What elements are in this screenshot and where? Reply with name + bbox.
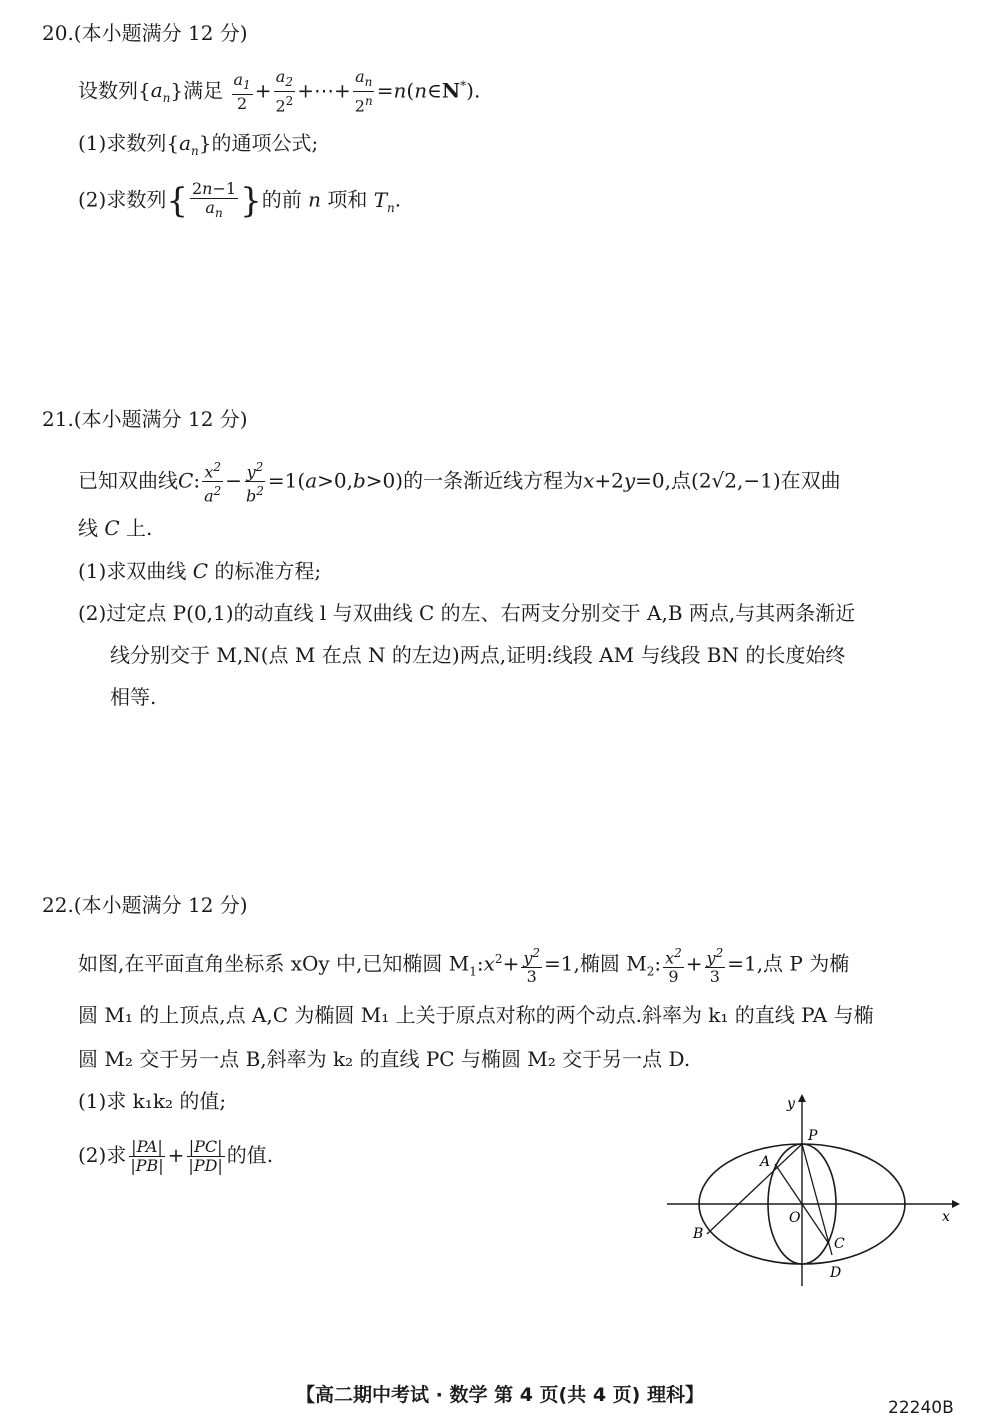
text: 的前 bbox=[261, 187, 302, 212]
text: ( bbox=[406, 78, 415, 103]
text: ,椭圆 M bbox=[573, 951, 647, 976]
text: =1( bbox=[267, 468, 306, 493]
text: . bbox=[394, 187, 402, 212]
text: 线 bbox=[78, 516, 98, 540]
fraction: $\frac{|PC|}{|PD|}$ bbox=[188, 1137, 223, 1175]
q22-header: 22.(本小题满分 12 分) bbox=[42, 893, 248, 917]
text: 的标准方程; bbox=[214, 559, 322, 583]
y-axis-arrow bbox=[798, 1094, 806, 1102]
q20-part1: (1)求数列$\{a_n\}$的通项公式; bbox=[78, 131, 319, 158]
q21-stem-line1: 已知双曲线C: $\frac{x^2}{a^2}$ − $\frac{y^2}{b^2}$ =1(a>0,b>0)的一条渐近线方程为x+2y=0,点(2√2,−1)在双曲 bbox=[78, 460, 841, 506]
q20-part2: (2)求数列{ $\frac{2n-1}{a_n}$ }的前 n 项和 $T_n$. bbox=[78, 179, 402, 222]
text: 设数列{ bbox=[78, 78, 151, 103]
text: }满足 bbox=[170, 78, 224, 103]
line-pb bbox=[707, 1144, 802, 1234]
fraction: $\frac{2n-1}{a_n}$ bbox=[191, 179, 237, 221]
paper-code: 22240B bbox=[888, 1398, 954, 1418]
label-o: O bbox=[789, 1210, 801, 1226]
label-x: x bbox=[942, 1209, 950, 1225]
label-c: C bbox=[834, 1236, 845, 1252]
text: 的值. bbox=[226, 1143, 274, 1167]
label-y: y bbox=[787, 1096, 795, 1112]
x-axis-arrow bbox=[952, 1200, 960, 1208]
label-b: B bbox=[693, 1226, 704, 1242]
page-footer: 【高二期中考试 · 数学 第 4 页(共 4 页) 理科】 bbox=[296, 1384, 704, 1406]
text: = bbox=[376, 78, 394, 103]
q22-stem-line2: 圆 M₁ 的上顶点,点 A,C 为椭圆 M₁ 上关于原点对称的两个动点.斜率为 k₁ 的直线 PA 与椭 bbox=[78, 1003, 874, 1027]
q21-part2-line1: (2)过定点 P(0,1)的动直线 l 与双曲线 C 的左、右两支分别交于 A,B 两点,与其两条渐近 bbox=[78, 601, 856, 625]
text: ,点 P 为椭 bbox=[756, 951, 850, 976]
text: (1)求双曲线 bbox=[78, 559, 187, 583]
fraction: $\frac{a_1}{2}$ bbox=[233, 69, 251, 113]
q20-header: 20.(本小题满分 12 分) bbox=[42, 21, 248, 45]
fraction: $\frac{x^2}{9}$ bbox=[665, 946, 682, 987]
text: 已知双曲线 bbox=[78, 468, 178, 493]
text: N bbox=[441, 78, 461, 103]
text: ∈ bbox=[427, 78, 442, 103]
text: (2)求 bbox=[78, 1143, 127, 1167]
q21-header: 21.(本小题满分 12 分) bbox=[42, 407, 248, 431]
text: 项和 bbox=[327, 187, 368, 212]
q21-stem-line2: 线 C 上. bbox=[78, 516, 153, 540]
fraction: $\frac{y^2}{3}$ bbox=[523, 946, 541, 987]
text: (2)求数列 bbox=[78, 187, 167, 212]
text: }的通项公式; bbox=[198, 131, 319, 155]
q22-part1: (1)求 k₁k₂ 的值; bbox=[78, 1089, 227, 1113]
label-a: A bbox=[760, 1154, 771, 1170]
q21-part2-line3: 相等. bbox=[110, 685, 157, 709]
q22-stem-line3: 圆 M₂ 交于另一点 B,斜率为 k₂ 的直线 PC 与椭圆 M₂ 交于另一点 D. bbox=[78, 1047, 691, 1071]
q20-stem: 设数列$\{a_n\}$满足 $\frac{a_1}{2}$ + $\frac{a_2}{2^2}$ +⋯+ $\frac{a_n}{2^n}$ =n(n∈N*). bbox=[78, 67, 481, 116]
fraction: $\frac{|PA|}{|PB|}$ bbox=[130, 1137, 164, 1175]
fraction: $\frac{a_2}{2^2}$ bbox=[275, 67, 294, 116]
q22-stem-line1: 如图,在平面直角坐标系 xOy 中,已知椭圆 $M_1:x^2+$ $\frac{y^2}{3}$ =1,椭圆 $M_2$: $\frac{x^2}{9}$ + $\frac{y^2}{3}$ =1,点 P 为椭 bbox=[78, 946, 850, 987]
q21-part2-line2: 线分别交于 M,N(点 M 在点 N 的左边)两点,证明:线段 AM 与线段 BN 的长度始终 bbox=[110, 643, 846, 667]
text: 上. bbox=[126, 516, 153, 540]
fraction: $\frac{x^2}{a^2}$ bbox=[204, 460, 222, 506]
text: 的一条渐近线方程为 bbox=[403, 468, 584, 493]
fraction: $\frac{a_n}{2^n}$ bbox=[354, 67, 373, 116]
ellipse-figure bbox=[662, 1090, 962, 1290]
q21-part1: (1)求双曲线 C 的标准方程; bbox=[78, 559, 322, 583]
label-d: D bbox=[830, 1265, 842, 1281]
label-p: P bbox=[808, 1128, 818, 1144]
fraction: $\frac{y^2}{b^2}$ bbox=[246, 460, 264, 506]
text: (1)求数列{ bbox=[78, 131, 180, 155]
q22-part2: (2)求 $\frac{|PA|}{|PB|}$ + $\frac{|PC|}{|PD|}$ 的值. bbox=[78, 1137, 274, 1175]
line-pd bbox=[802, 1144, 832, 1255]
text: ). bbox=[466, 78, 481, 103]
text: 如图,在平面直角坐标系 xOy 中,已知椭圆 M bbox=[78, 951, 470, 976]
fraction: $\frac{y^2}{3}$ bbox=[706, 946, 724, 987]
text: =0,点(2√2,−1)在双曲 bbox=[635, 468, 841, 493]
